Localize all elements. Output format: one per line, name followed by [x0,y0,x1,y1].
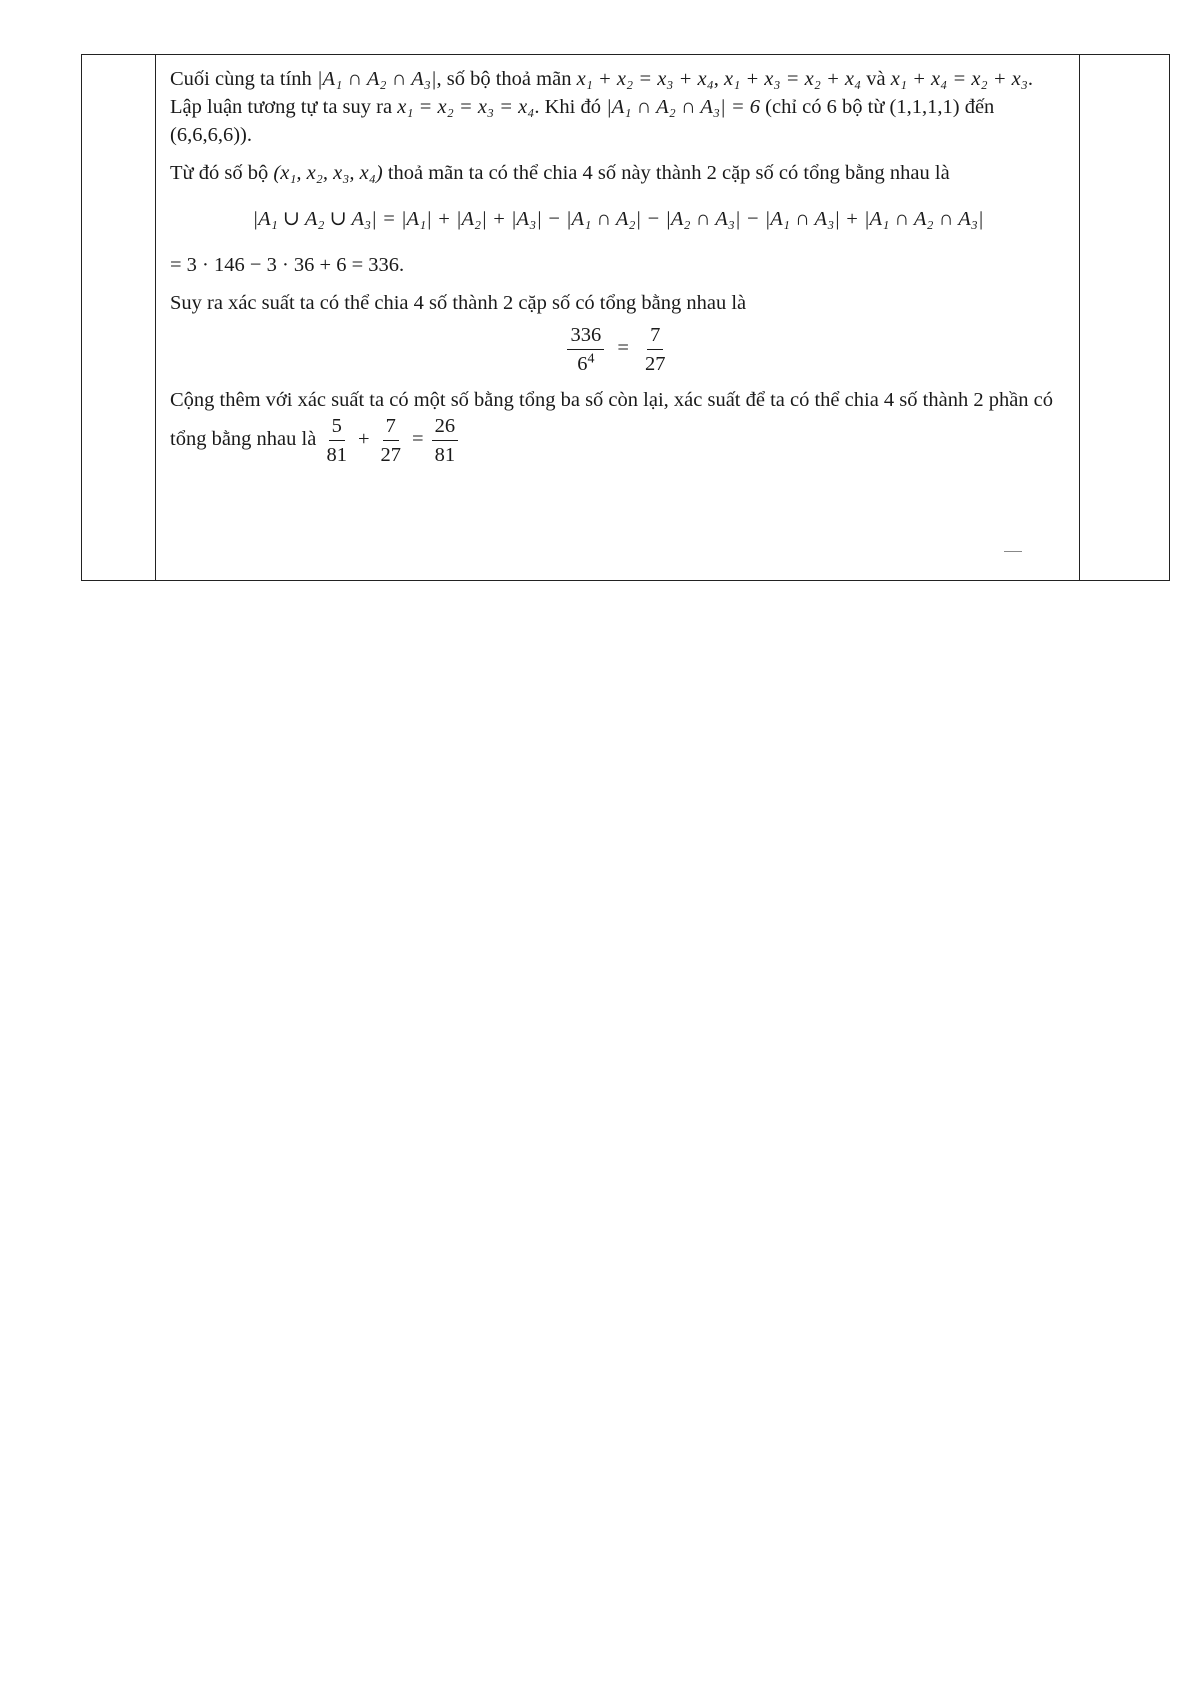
denominator: 81 [326,444,347,466]
text-segment: , [713,68,724,90]
math-expression: x₁ + x₃ = x₂ + x₄ [723,68,862,90]
math-expression: |A₁ ∩ A₂ ∩ A₃| = 6 [606,96,761,118]
math-expression: x₁ + x₂ = x₃ + x₄ [576,68,714,90]
text-segment: và [861,68,891,90]
fraction-5-over-81 [323,414,350,467]
end-mark [1004,551,1022,552]
math-expression: x₁ + x₄ = x₂ + x₃ [890,68,1028,90]
paragraph-count-intro [170,159,1066,187]
text-segment: . Lập luận tương tự ta suy ra [170,68,1034,118]
fraction-26-over-81 [432,414,459,467]
plus-sign: + [357,428,370,451]
fraction-7-over-27 [642,323,669,376]
solution-table [81,54,1170,581]
text-segment: Từ đó số bộ [170,162,274,184]
numerator: 5 [329,414,345,441]
denominator: 81 [434,444,456,466]
text-segment: thoả mãn ta có thể chia 4 số này thành 2 cặp số có tổng bằng nhau là [382,162,950,184]
math-expression: x₁ = x₂ = x₃ = x₄ [397,96,535,118]
text-segment: , số bộ thoả mãn [436,68,577,90]
paragraph-probability: Suy ra xác suất ta có thể chia 4 số thành 2 cặp số có tổng bằng nhau là [170,292,747,314]
equals-sign: = [412,428,424,451]
inclusion-exclusion-formula: |A₁ ∪ A₂ ∪ A₃| = |A₁| + |A₂| + |A₃| − |A₁ ∩ A₂| − |A₂ ∩ A₃| − |A₁ ∩ A₃| + |A₁ ∩ A₂ ∩ A₃| [252,208,984,230]
numerator: 7 [383,414,399,441]
numerator: 336 [567,323,604,350]
equals-sign: = [617,337,629,360]
denominator: 27 [645,353,666,375]
math-expression: (x₁, x₂, x₃, x₄) [273,162,383,184]
numerator: 26 [432,414,459,441]
math-expression: |A₁ ∩ A₂ ∩ A₃| [316,68,437,90]
power-base: 6 [577,353,588,375]
result-line: = 3 · 146 − 3 · 36 + 6 = 336. [170,254,405,276]
fraction-7-over-27 [378,414,405,467]
text-segment: Cộng thêm với xác suất ta có một số bằng tổng ba số còn lại, xác suất để ta có thể chia 4 số thành 2 phần có tổng bằng nhau là [170,389,1054,451]
denominator [574,350,597,376]
text-segment: Cuối cùng ta tính [170,68,317,90]
paragraph-final [170,386,1066,467]
fraction-336-over-6-4 [567,323,604,376]
text-segment: (chỉ có 6 bộ từ (1,1,1,1) đến (6,6,6,6)). [170,96,995,146]
power-exponent: 4 [587,351,595,367]
probability-equation [170,323,1066,376]
denominator: 27 [380,444,402,466]
text-segment: . Khi đó [534,96,607,118]
solution-cell [156,55,1080,580]
numerator: 7 [647,323,663,350]
paragraph-intersection [170,65,1066,149]
